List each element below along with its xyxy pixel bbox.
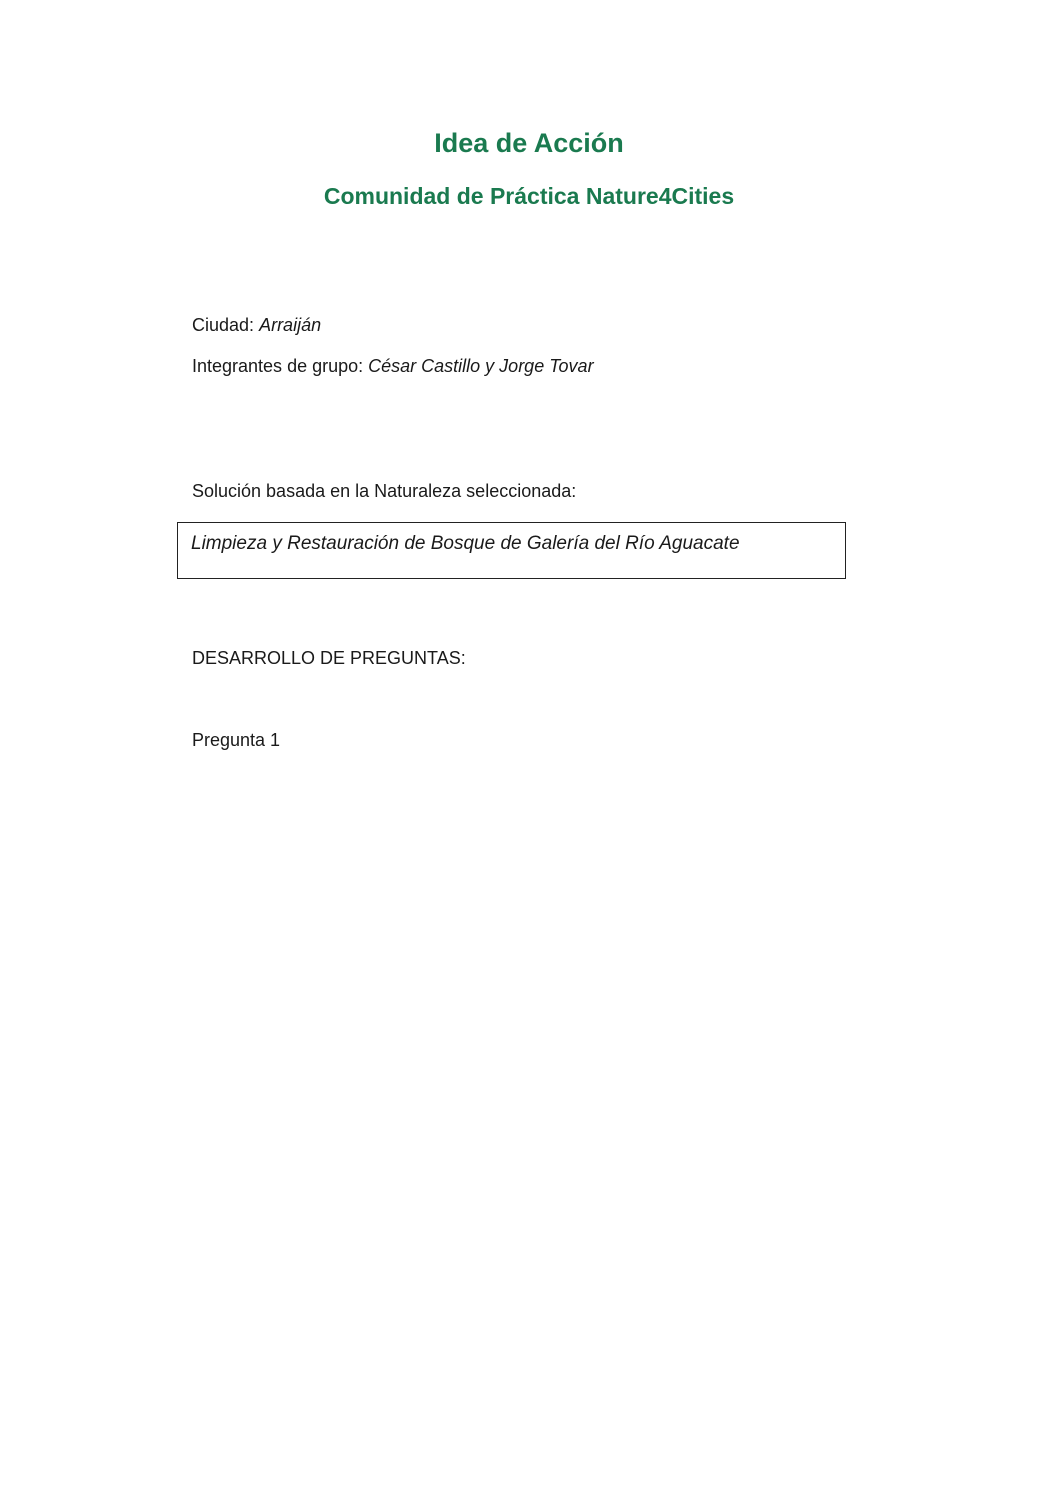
- nbs-box: [177, 522, 846, 579]
- city-label: Ciudad:: [192, 315, 255, 335]
- members-value: César Castillo y Jorge Tovar: [368, 356, 594, 376]
- questions-heading: DESARROLLO DE PREGUNTAS:: [192, 648, 466, 668]
- city-line: [192, 315, 321, 336]
- document-subtitle: Comunidad de Práctica Nature4Cities: [323, 183, 735, 209]
- nbs-label: Solución basada en la Naturaleza seleccionada:: [192, 481, 577, 501]
- members-line: [192, 356, 594, 377]
- members-label: Integrantes de grupo:: [192, 356, 364, 376]
- nbs-value: Limpieza y Restauración de Bosque de Galería del Río Aguacate: [191, 533, 740, 554]
- document-title: Idea de Acción: [434, 128, 624, 158]
- question-1-label: Pregunta 1: [192, 730, 281, 750]
- city-value: Arraiján: [259, 315, 322, 335]
